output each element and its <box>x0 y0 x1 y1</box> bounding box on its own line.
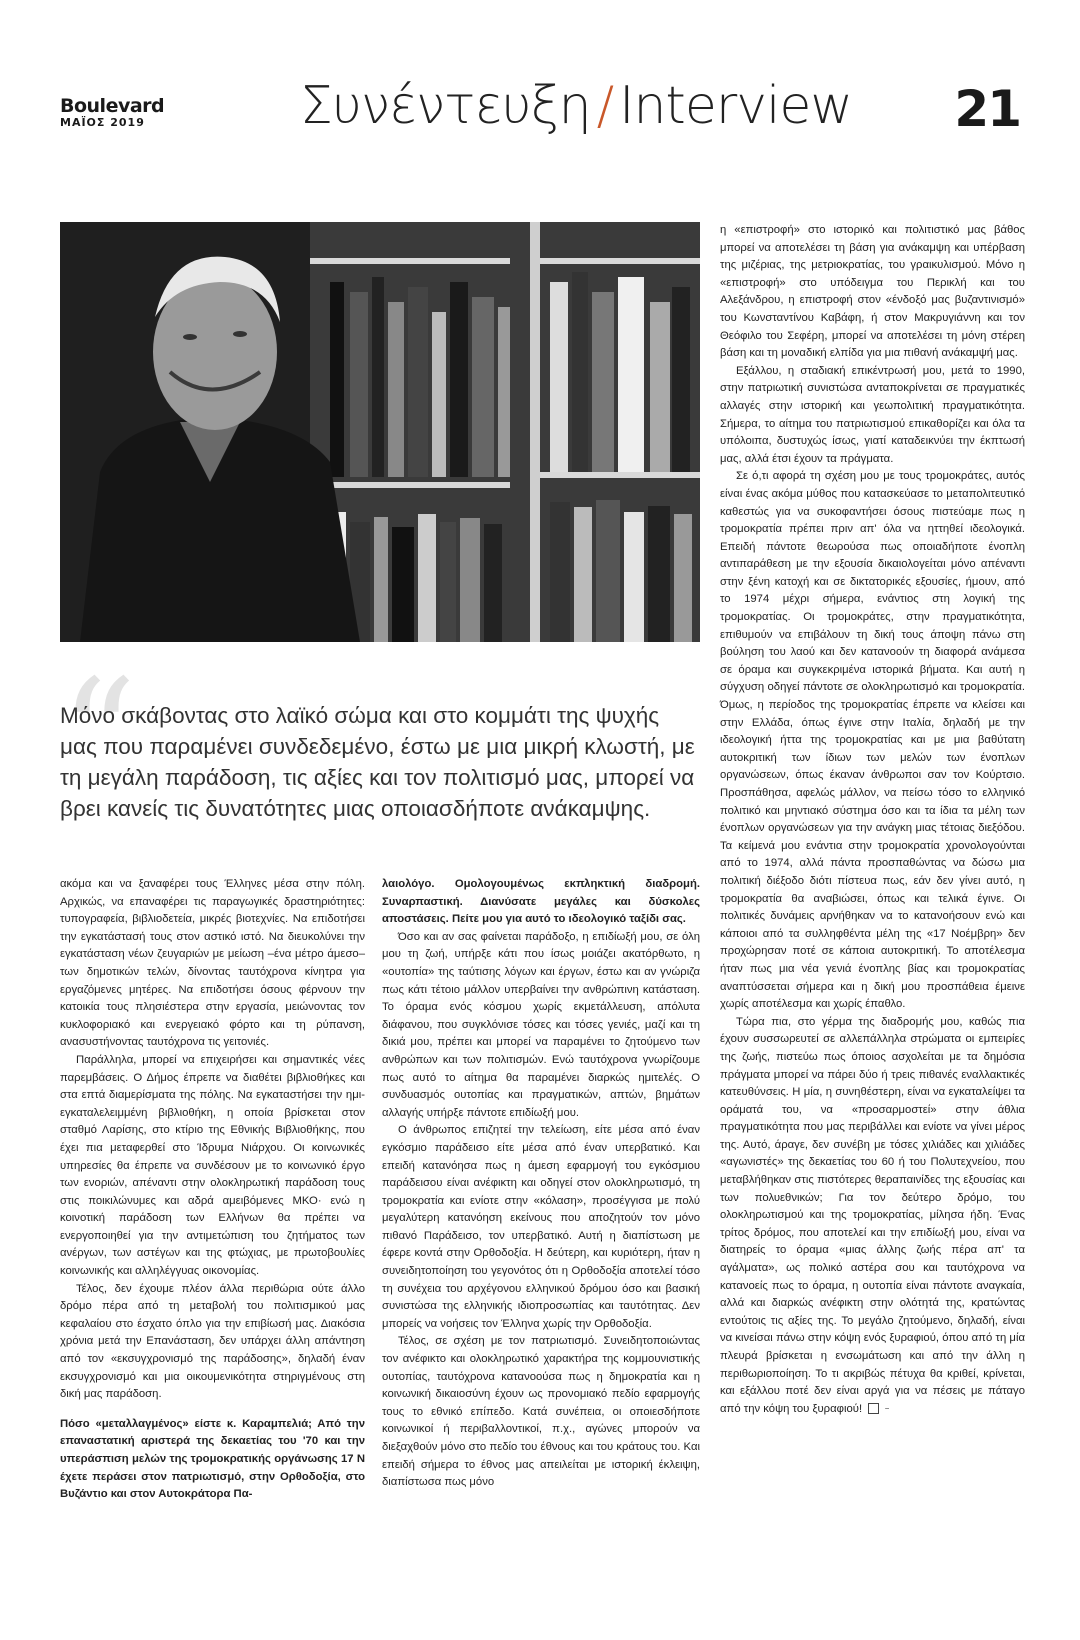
quote-mark-icon: “ <box>60 648 137 822</box>
section-title-greek: Συνέντευξη <box>300 76 591 136</box>
paragraph-final <box>720 1014 1025 1419</box>
paragraph: Παράλληλα, μπορεί να επιχειρήσει και σημαντικές νέες παρεμβάσεις. Ο Δήμος έπρεπε να διαθέτει βιβλιοθήκες και στα επτά διαμερίσματα της πόλης. Να εγκαταστήσει την ημι-εγκαταλελειμμένη βιβλιοθήκη, η οποία βρίσκεται στον σταθμό Λαρίσης, στο κτίριο της Εθνικής Βιβλιοθήκης, που έχει πια μεταφερθεί στο Ίδρυμα Νιάρχου. Οι κοινωνικές υπηρεσίες θα έπρεπε να συνδέσουν με το κοινωνικό έργο των ενοριών, απέναντι στην ολοκληρωτική παράδοση τους στις ποικιλώνυμες και αδρά αμειβόμενες ΜΚΟ· ενώ η κοινοτική παράδοση των Ελλήνων θα πρέπει να ενεργοποιηθεί για την αντιμετώπιση του ζητήματος των ανέργων, των αστέγων και της φτώχιας, με πρωτοβουλίες κοινωνικής και αλληλέγγυας οικονομίας. <box>60 1053 365 1278</box>
pull-quote: Μόνο σκάβοντας στο λαϊκό σώμα και στο κομμάτι της ψυχής μας που παραμένει συνδεδεμένο, έστω με μια μικρή κλωστή, με τη μεγάλη παράδοση, τις αξίες και τον πολιτισμό μας, μπορεί να βρει κανείς τις δυνατότητες μιας οποιασδήποτε ανάκαμψης. <box>60 703 695 821</box>
masthead <box>60 96 170 129</box>
page-number: 21 <box>954 80 1020 138</box>
paragraph: Εξάλλου, η σταδιακή επικέντρωσή μου, μετά το 1990, στην πατριωτική συνιστώσα ανταποκρίνεται σε πραγματικές αλλαγές στην ιστορική και γεωπολιτική πραγματικότητα. Σήμερα, το αίτημα του πατριωτισμού επικαθορίζει και όλα τα υπόλοιπα, δυστυχώς ίσως, γιατί καταδεικνύει την έκπτωσή μας, αλλά έτσι έχουν τα πράγματα. <box>720 364 1025 465</box>
section-title <box>300 76 852 136</box>
issue-date: ΜΑΪΟΣ 2019 <box>60 116 145 129</box>
paragraph: Ο άνθρωπος επιζητεί την τελείωση, είτε μέσα από έναν εγκόσμιο παράδεισο είτε μέσα από έναν υπερβατικό. Και επειδή κατανόησα πως η άμεση εφαρμογή του εγκόσμιου παράδεισου είναι ανέφικτη και οδηγεί στον ολοκληρωτισμό, τη τρομοκρατία και ενίοτε στην «κόλαση», προσέγγισα με πολύ μεγαλύτερη κατανόηση εκείνους που αποζητούν τον μόνο πιθανό Παράδεισο, τον υπερβατικό. Αυτή η διαπίστωση με έφερε κοντά στην Ορθοδοξία. Η δεύτερη, και κυριότερη, ήταν η συνειδητοποίηση του γεγονότος ότι η Ορθοδοξία αποτελεί τόσο τη συνέχεια του αρχέγονου ελληνικού δρόμου όσο και βασική συνιστώσα της ελληνικής ιδιοπροσωπίας και ταυτότητας. Δεν μπορείς να νοήσεις τον Έλληνα χωρίς την Ορθοδοξία. <box>382 1124 700 1330</box>
article-column-1 <box>60 876 365 1504</box>
end-of-article-icon: – <box>868 1403 879 1414</box>
paragraph: Σε ό,τι αφορά τη σχέση μου με τους τρομοκράτες, αυτός είναι ένας ακόμα μύθος που κατασκεύασε το μεταπολιτευτικό καθεστώς για να συκοφαντήσει όσους πιστεύαμε πως η τρομοκρατία πρέπει πριν απ' όλα να ηττηθεί ιδεολογικά. Επειδή πάντοτε θεωρούσα πως οποιαδήποτε ένοπλη αντιπαράθεση με την εξουσία δικαιολογείται μόνο απέναντι στην ξένη κατοχή και σε δικτατορικές εξουσίες, ήμουν, από το 1974 μέχρι σήμερα, ενάντιος στη λογική της τρομοκρατίας. Οι τρομοκράτες, στην πραγματικότητα, επιθυμούν να επιβάλουν τη δική τους άποψη πάνω στη βούληση του λαού και δεν κατανοούν τη διαφορά ανάμεσα σε όραμα και συγκεκριμένα ιστορικά βήματα. Και αυτή η σύγχυση οδηγεί πάντοτε σε ολοκληρωτισμό και τρομοκρατία. Όμως, η περίοδος της τρομοκρατίας έπρεπε να κλείσει και στην Ελλάδα, όπως έγινε στην Ιταλία, δηλαδή με την ιδεολογική ήττα της τρομοκρατίας και με μια βαθύτατη αυτοκριτική των ίδιων των μελών των ένοπλων οργανώσεων, όπως έκαναν άνθρωποι σαν τον Κούρτσιο. Προσπάθησα, αφελώς μάλλον, να πείσω τόσο το ελληνικό πολιτικό και μηντιακό σύστημα όσο και τα ίδια τα μέλη των ένοπλων οργανώσεων για την ανάγκη μιας τέτοιας διεξόδου. Τα κείμενά μου ενάντια στην τρομοκρατία χρονολογούνται από το 1974, αλλά πάντα προσπαθώντας να δώσω μια πολιτική διέξοδο διότι πίστευα πως, εάν δεν γίνει αυτό, η τρομοκρατία θα αναβιώσει, όπως και τελικά έγινε. Οι πολιτικές δυνάμεις αρνήθηκαν να το κατανοήσουν ενώ και κάποιοι από τα συλληφθέντα μέλη της «17 Νοέμβρη» δεν προχώρησαν ποτέ σε κάποια αυτοκριτική. Το αποτέλεσμα ήταν πως μια νέα γενιά ένοπλης βίας και τρομοκρατίας αναπτύσσεται σήμερα και η δική μου προσπάθεια έμεινε χωρίς αποτέλεσμα και χωρίς έπαθλο. <box>720 470 1025 1011</box>
article-column-2 <box>382 876 700 1492</box>
paragraph: Τέλος, δεν έχουμε πλέον άλλα περιθώρια ούτε άλλο δρόμο πέρα από τη μεταβολή του πολιτισμικού μας κεφαλαίου στο έσχατο όπλο για την επιβίωσή μας. Διακόσια χρόνια μετά την Επανάσταση, δεν υπάρχει άλλη απάντηση από τον «εκσυγχρονισμό της παράδοσης», δηλαδή έναν εκσυγχρονισμό και μια οικουμενικότητα στηριγμένους στη δική μας παράδοση. <box>60 1282 365 1401</box>
paragraph-text: Τώρα πια, στο γέρμα της διαδρομής μου, καθώς πια έχουν συσσωρευτεί σε αλλεπάλληλα στρώματα οι εμπειρίες της ζωής, πιστεύω πως όποιος ασχολείται με τα δημόσια πράγματα μπορεί να πάρει δύο ή τρεις πιθανές εναλλακτικές κατευθύνσεις. Η μία, η συνηθέστερη, είναι να εγκαταλείψει τα οράματά του, να «προσαρμοστεί» στην άθλια πραγματικότητα που μας περιβάλλει και ενίοτε να γίνει μέρος της. Αυτό, άραγε, δεν συνέβη με τόσες χιλιάδες και χιλιάδες «αγωνιστές» της δεκαετίας του 60 ή του Πολυτεχνείου, που μεταβλήθηκαν στις πιστότερες θεραπαινίδες της εξουσίας και των πολυεθνικών; Για τον δεύτερο δρόμο, του ολοκληρωτισμού και της τρομοκρατίας, μίλησα ήδη. Ένας τρίτος δρόμος, που αποτελεί και την επιδίωξή μου, είναι να διατηρείς το όραμα «μιας άλλης ζωής πέρα απ' τα αγάλματα», ως πολικό αστέρα σου και ταυτόχρονα να κατανοείς πως το όραμα, η ουτοπία είναι πάντοτε αναγκαία, αλλά και διαρκώς ανέφικτη στην ολότητά της, κρατώντας εντούτοις τις αξίες της. Το μεγάλο ζητούμενο, δηλαδή, είναι να κινείσαι πάνω στην κόψη ενός ξυραφιού, όπου από τη μία πλευρά βρίσκεται η ενσωμάτωση και από την άλλη η περιθωριοποίηση. Το τι ακριβώς πέτυχα θα κριθεί, κρίνεται, και εξάλλου ποτέ δεν είναι αργά για να πέσεις με πάταγο από την κόψη του ξυραφιού! <box>720 1015 1025 1415</box>
paragraph: Τέλος, σε σχέση με τον πατριωτισμό. Συνειδητοποιώντας τον ανέφικτο και ολοκληρωτικό χαρακτήρα της κομμουνιστικής ουτοπίας, ταυτόχρονα κατανοούσα πως η δημοκρατία και η κοινωνική δικαιοσύνη έχουν ως προνομιακό πεδίο εφαρμογής τους το εθνικό επίπεδο. Κατά συνέπεια, οι οποιεσδήποτε κοινωνικοί ή περιβαλλοντικοί, π.χ., αγώνες μπορούν να διεξαχθούν μόνο στο πεδίο του έθνους και του κράτους του. Και επειδή σήμερα το έθνος μας απειλείται με ιστορική έκλειψη, διαπίστωσα πως μόνο <box>382 1335 700 1489</box>
paragraph: η «επιστροφή» στο ιστορικό και πολιτιστικό μας βάθος μπορεί να αποτελέσει τη βάση για ανάκαμψη και υπέρβαση της μιζέριας, της μετριοκρατίας, του γραικυλισμού. Μόνο η «επιστροφή» στο υπόδειγμα του Περικλή και του Αλεξάνδρου, η επιστροφή στον «ένδοξό μας βυζαντινισμό» του Κωνσταντίνου Καβάφη, ή στον Μακρυγιάννη και τον Θεόφιλο του Σεφέρη, μπορεί να αποτελέσει τη μόνη στέρεη βάση και τη μοναδική ελπίδα για μια πιθανή ανάκαμψή μας. <box>720 224 1025 360</box>
paragraph: Όσο και αν σας φαίνεται παράδοξο, η επιδίωξή μου, σε όλη μου τη ζωή, υπήρξε κάτι που ίσως μοιάζει ακατόρθωτο, η «ουτοπία» της ταύτισης λόγων και έργων, έστω και αν γνώριζα πως κάτι τέτοιο μάλλον υπερβαίνει την ανθρώπινη κατάσταση. Το όραμα ενός κόσμου χωρίς εκμετάλλευση, απόλυτα διάφανου, που συγκλόνισε τόσες και τόσες γενιές, μαζί και τη δικιά μου, πρέπει και μπορεί να παραμένει το ζητούμενο των ανθρώπων και των πολιτισμών. Ενώ ταυτόχρονα γνωρίζουμε πως αυτό το αίτημα θα παραμένει διαρκώς ημιτελές. Ο συνδυασμός ουτοπίας και πραγματικών, απτών, βημάτων αλλαγής υπήρξε πάντοτε επιδίωξή μου. <box>382 930 700 1119</box>
section-slash: / <box>596 76 614 136</box>
section-title-english: Interview <box>619 76 852 136</box>
portrait-photo <box>60 222 700 642</box>
interview-question: Πόσο «μεταλλαγμένος» είστε κ. Καραμπελιά; Από την επαναστατική αριστερά της δεκαετίας του '70 και την υπεράσπιση μελών της τρομοκρατικής οργάνωσης 17 Ν έχετε περάσει στον πατριωτισμό, στην Ορθοδοξία, στο Βυζάντιο και στον Αυτοκράτορα Πα- <box>60 1417 365 1501</box>
article-column-3 <box>720 222 1025 1418</box>
paragraph: ακόμα και να ξαναφέρει τους Έλληνες μέσα στην πόλη. Αρχικώς, να επαναφέρει τις παραγωγικές δραστηριότητες: τυπογραφεία, βιβλιοδετεία, μικρές βιοτεχνίες. Να επιδοτήσει την εγκατάστασή τους στον αστικό ιστό. Να διευκολύνει την εγκατάσταση νέων ζευγαριών με μείωση –ένα μέτρο άμεσο– των δημοτικών τελών, δίνοντας ταυτόχρονα κίνητρα για εργαζόμενες μητέρες. Να επιδοτήσει όσους φέρνουν την κατοικία τους πλησιέστερα στην εργασία, μειώνοντας τον κυκλοφοριακό και ενεργειακό φόρτο και τη ρύπανση, ανασυστήνοντας ταυτόχρονα τις γειτονιές. <box>60 878 365 1049</box>
brand-logo: Boulevard <box>60 95 165 117</box>
portrait-illustration <box>60 222 700 642</box>
interview-question: λαιολόγο. Ομολογουμένως εκπληκτική διαδρομή. Συναρπαστική. Διανύσατε μεγάλες και δύσκολες αποστάσεις. Πείτε μου για αυτό το ιδεολογικό ταξίδι σας. <box>382 878 700 926</box>
